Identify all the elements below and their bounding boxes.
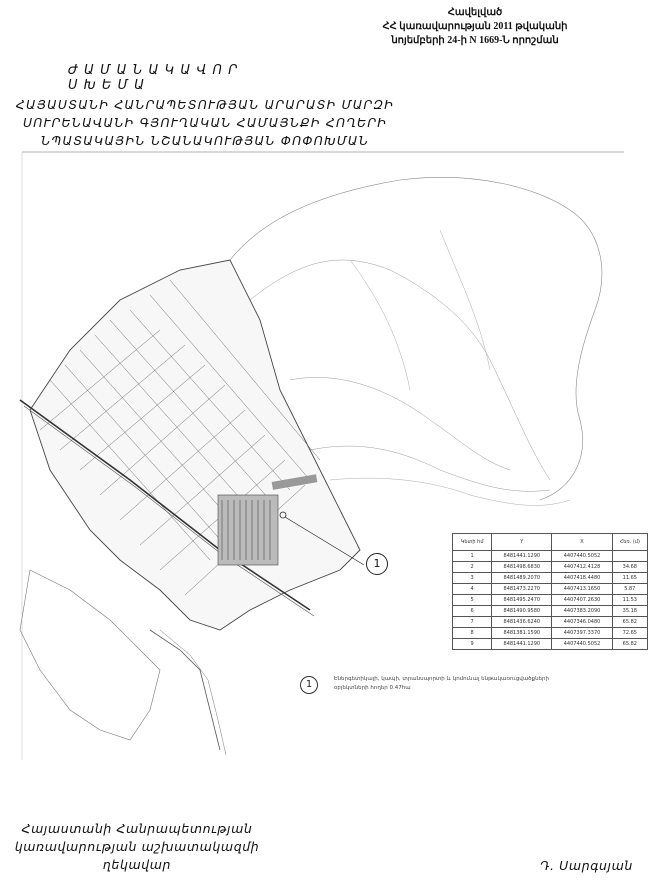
approval-line-3: նոյեմբերի 24-ի N 1669-Ն որոշման [391,35,559,46]
cell-distance [612,551,647,562]
cell-x: 4407418.4480 [552,573,612,584]
cell-y: 8481498.6830 [492,562,552,573]
cell-point: 7 [453,617,492,628]
cell-point: 6 [453,606,492,617]
header-y: Y [492,534,552,551]
signatory-line-2: կառավարության աշխատակազմի [14,839,260,854]
signatory-name: Դ. Սարգսյան [540,858,633,873]
table-row [453,639,648,650]
cell-distance: 5.87 [612,584,647,595]
cell-x: 4407383.2090 [552,606,612,617]
table-row [453,606,648,617]
table-row [453,628,648,639]
header-x: X [552,534,612,551]
cell-distance: 11.65 [612,573,647,584]
cell-point: 3 [453,573,492,584]
cell-y: 8481490.9580 [492,606,552,617]
cell-y: 8481495.2470 [492,595,552,606]
table-row [453,595,648,606]
table-row [453,562,648,573]
cell-y: 8481489.2070 [492,573,552,584]
signatory-line-1: Հայաստանի Հանրապետության [21,821,253,836]
cell-y: 8481441.1290 [492,639,552,650]
table-row [453,551,648,562]
cell-x: 4407412.4128 [552,562,612,573]
cell-distance: 35.18 [612,606,647,617]
header-distance: Հեռ. (մ) [612,534,647,551]
cell-point: 1 [453,551,492,562]
approval-line-1: Հավելված [447,7,503,18]
cell-y: 8481381.1590 [492,628,552,639]
cell-x: 4407407.2630 [552,595,612,606]
legend-number-marker: 1 [300,676,318,694]
title-line-3: ՍՈՒՐԵՆԱՎԱՆԻ ԳՅՈՒՂԱԿԱՆ ՀԱՄԱՅՆՔԻ ՀՈՂԵՐԻ [22,115,388,130]
cell-y: 8481436.6240 [492,617,552,628]
cell-y: 8481441.1290 [492,551,552,562]
table-row [453,573,648,584]
signatory-line-3: ղեկավար [102,857,172,872]
cell-x: 4407346.0480 [552,617,612,628]
cell-x: 4407440.5052 [552,639,612,650]
signatory-title [12,820,262,874]
approval-line-2: ՀՀ կառավարության 2011 թվականի [382,21,568,32]
cell-x: 4407440.5052 [552,551,612,562]
document-subtitle [0,96,410,150]
cell-x: 4407413.1650 [552,584,612,595]
plot-callout-marker: 1 [366,553,388,575]
cell-distance: 11.53 [612,595,647,606]
table-row [453,584,648,595]
cell-y: 8481473.2270 [492,584,552,595]
title-line-1: ԺԱՄԱՆԱԿԱՎՈՐ ՍԽԵՄԱ [68,63,244,93]
header-point: Կետի հմ [453,534,492,551]
cell-x: 4407397.3370 [552,628,612,639]
title-line-4: ՆՊԱՏԱԿԱՅԻՆ ՆՇԱՆԱԿՈՒԹՅԱՆ ՓՈՓՈԽՄԱՆ [40,133,370,148]
coordinates-table [452,533,648,650]
cell-point: 5 [453,595,492,606]
legend-text: Էներգետիկայի, կապի, տրանսպորտի և կոմունալ ենթակառուցվածքների օբյեկտների հողեր 0.47հա [334,676,550,691]
cell-point: 4 [453,584,492,595]
cell-distance: 65.82 [612,617,647,628]
cell-distance: 34.68 [612,562,647,573]
cell-point: 9 [453,639,492,650]
table-header-row [453,534,648,551]
cell-point: 2 [453,562,492,573]
table-row [453,617,648,628]
cell-point: 8 [453,628,492,639]
approval-note [360,6,590,48]
title-line-2: ՀԱՅԱՍՏԱՆԻ ՀԱՆՐԱՊԵՏՈՒԹՅԱՆ ԱՐԱՐԱՏԻ ՄԱՐԶԻ [15,97,395,112]
cell-distance: 72.65 [612,628,647,639]
cell-distance: 65.82 [612,639,647,650]
